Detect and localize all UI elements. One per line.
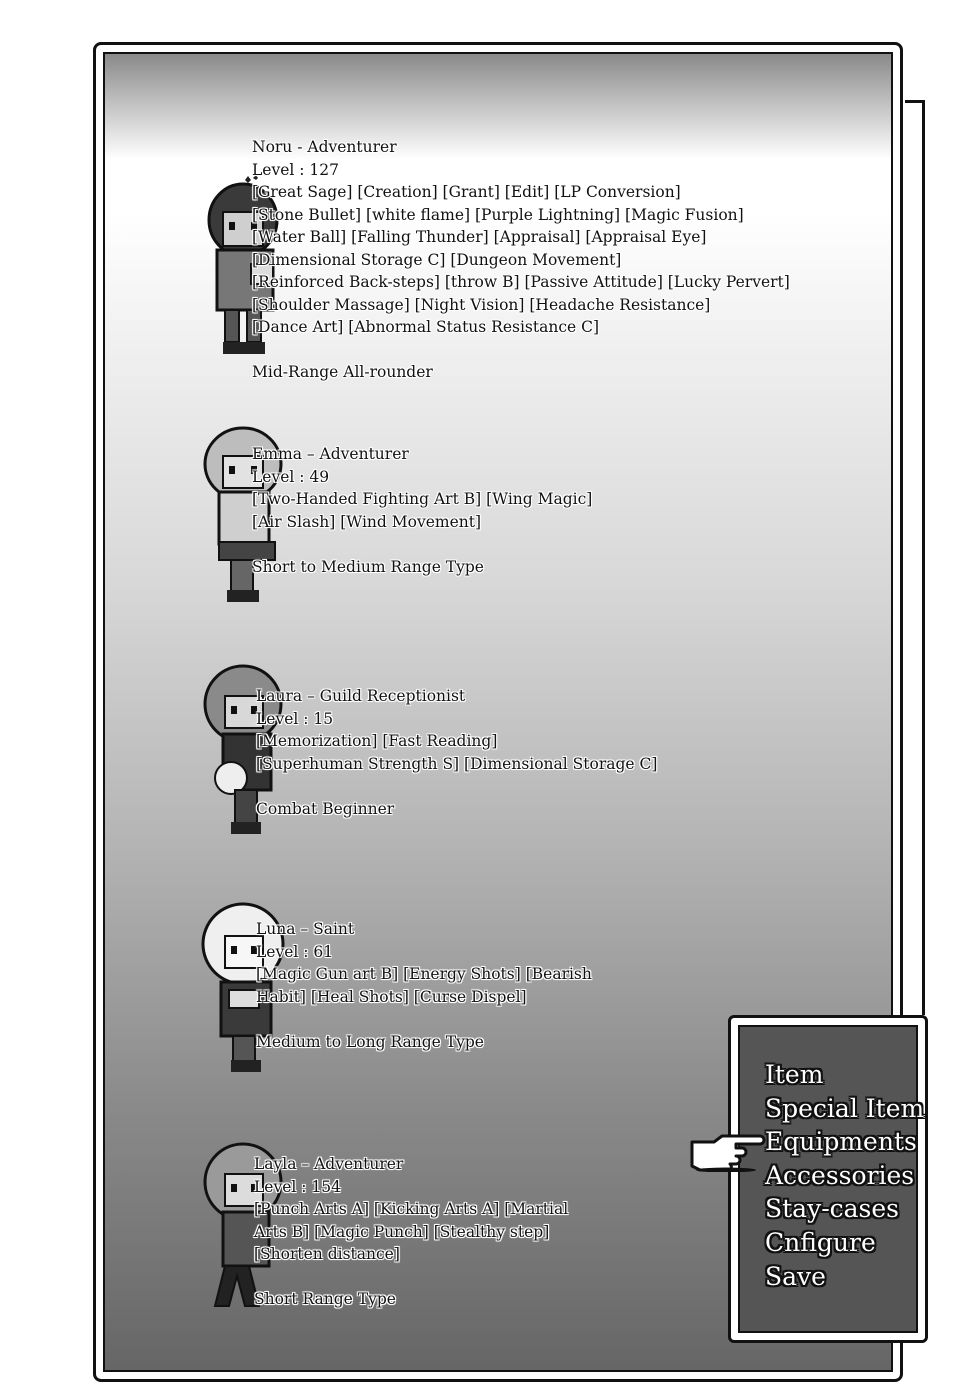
character-name: Laura – Guild Receptionist xyxy=(256,687,466,705)
character-info-noru xyxy=(252,136,790,384)
character-type: Combat Beginner xyxy=(256,799,395,818)
skill-line: [Dance Art] [Abnormal Status Resistance C] xyxy=(252,318,600,336)
menu-item-item[interactable]: Item xyxy=(765,1060,824,1089)
character-level: Level : 127 xyxy=(252,160,340,179)
character-name: Emma – Adventurer xyxy=(252,445,409,463)
character-info-emma xyxy=(252,443,592,578)
character-info-layla xyxy=(254,1153,568,1311)
character-level: Level : 49 xyxy=(252,467,330,486)
skill-line: [Reinforced Back-steps] [throw B] [Passive Attitude] [Lucky Pervert] xyxy=(252,273,790,291)
skill-line: Arts B] [Magic Punch] [Stealthy step] xyxy=(254,1222,550,1241)
character-level: Level : 154 xyxy=(254,1177,342,1196)
pointing-hand-icon xyxy=(686,1128,766,1172)
skill-line: [Air Slash] [Wind Movement] xyxy=(252,512,482,531)
skill-line: [Memorization] [Fast Reading] xyxy=(256,732,498,750)
menu-item-equipments[interactable]: Equipments xyxy=(765,1127,917,1157)
skill-line: [Superhuman Strength S] [Dimensional Storage C] xyxy=(256,754,658,773)
skill-line: Habit] [Heal Shots] [Curse Dispel] xyxy=(256,987,527,1006)
character-info-luna xyxy=(256,918,592,1053)
menu-item-stay-cases[interactable]: Stay-cases xyxy=(765,1194,900,1224)
skill-line: [Dimensional Storage C] [Dungeon Movement] xyxy=(252,250,622,269)
skill-line: [Punch Arts A] [Kicking Arts A] [Martial xyxy=(254,1200,569,1218)
skill-line: [Great Sage] [Creation] [Grant] [Edit] [LP Conversion] xyxy=(252,183,681,201)
character-name: Noru - Adventurer xyxy=(252,138,397,156)
menu-item-special-item[interactable]: Special Item xyxy=(765,1093,925,1123)
skill-line: [Shoulder Massage] [Night Vision] [Headache Resistance] xyxy=(252,295,711,314)
character-type: Short to Medium Range Type xyxy=(252,557,484,576)
character-name: Layla – Adventurer xyxy=(254,1155,404,1173)
skill-line: [Water Ball] [Falling Thunder] [Appraisal] [Appraisal Eye] xyxy=(252,228,707,246)
character-level: Level : 61 xyxy=(256,942,334,961)
menu-item-save[interactable]: Save xyxy=(765,1261,826,1291)
command-menu xyxy=(765,1058,924,1293)
skill-line: [Shorten distance] xyxy=(254,1245,400,1263)
window-side-tab xyxy=(905,100,925,1015)
skill-line: [Two-Handed Fighting Art B] [Wing Magic] xyxy=(252,490,593,508)
menu-item-configure[interactable]: Cnfigure xyxy=(765,1227,876,1257)
character-type: Mid-Range All-rounder xyxy=(252,363,433,381)
character-info-laura xyxy=(256,685,657,820)
menu-item-accessories[interactable]: Accessories xyxy=(765,1160,915,1190)
character-type: Medium to Long Range Type xyxy=(256,1032,484,1051)
character-level: Level : 15 xyxy=(256,709,334,728)
skill-line: [Stone Bullet] [white flame] [Purple Lightning] [Magic Fusion] xyxy=(252,205,744,224)
skill-line: [Magic Gun art B] [Energy Shots] [Bearish xyxy=(256,965,592,983)
character-name: Luna – Saint xyxy=(256,920,355,938)
character-type: Short Range Type xyxy=(254,1290,396,1308)
